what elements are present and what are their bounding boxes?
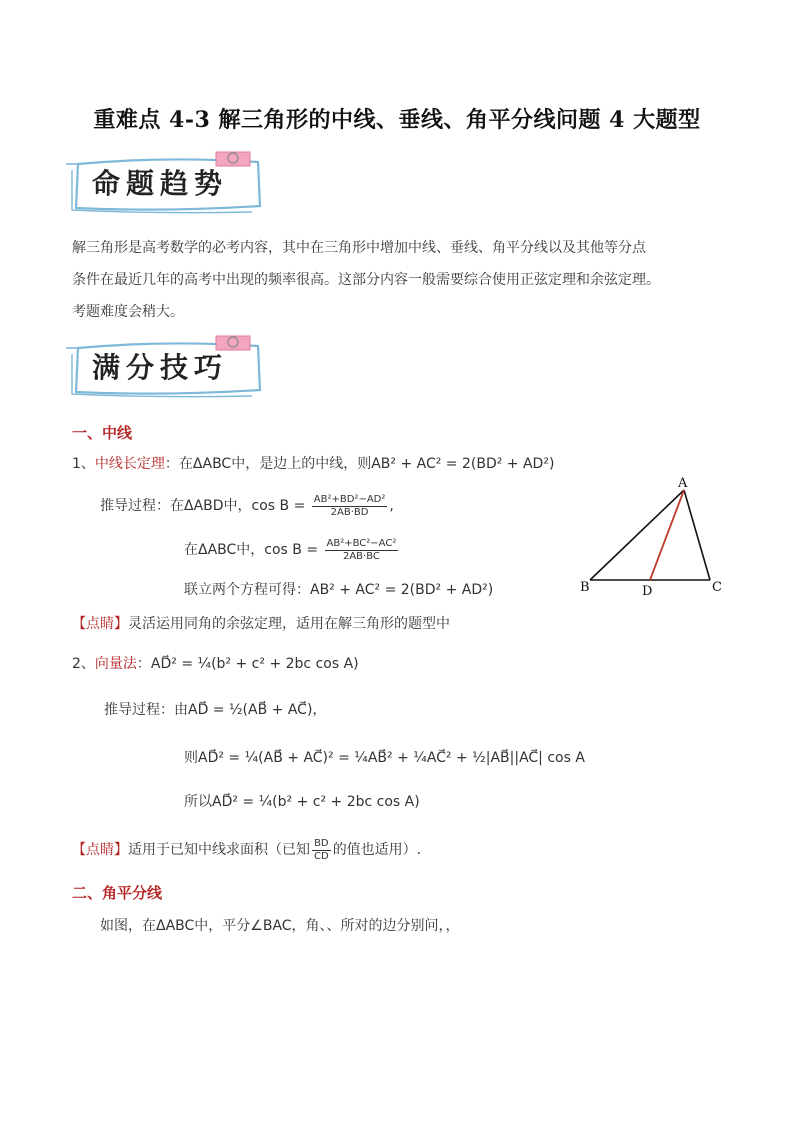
fraction-numerator: AB²+BD²−AD² [313, 493, 386, 505]
median-theorem-term: 中线长定理 [94, 456, 165, 472]
page-title: 重难点 4-3 解三角形的中线、垂线、角平分线问题 4 大题型 [93, 107, 701, 133]
intro-line-2: 条件在最近几年的高考中出现的频率很高。这部分内容一般需要综合使用正弦定理和余弦定理。 [72, 272, 660, 288]
median-theorem-line [72, 448, 554, 480]
tip-text-a: 适用于已知中线求面积（已知 [128, 842, 310, 858]
vector-derivation-1: 推导过程：由AD⃗ = ½(AB⃗ + AC⃗)， [104, 702, 327, 718]
section-heading-median: 一、中线 [72, 424, 133, 442]
fraction-denominator: 2AB·BC [342, 550, 380, 562]
angle-bisector-line: 如图，在ΔABC中，平分∠BAC，角、、所对的边分别问，， [100, 918, 460, 934]
fraction-denominator: CD [314, 850, 329, 862]
vector-method-text: ：AD⃗² = ¼(b² + c² + 2bc cos A) [136, 656, 359, 672]
side-ab [590, 490, 684, 580]
badge-label: 命题趋势 [92, 167, 229, 200]
tip-text-b: 的值也适用）. [332, 842, 422, 858]
cosine-fraction-1 [312, 494, 388, 519]
vector-derivation-3: 所以AD⃗² = ¼(b² + c² + 2bc cos A) [184, 794, 420, 810]
vertex-label-b: B [580, 580, 590, 595]
item-number: 2、 [72, 656, 95, 672]
intro-line-3: 考题难度会稍大。 [72, 304, 184, 320]
tip-tag: 【点睛】 [72, 842, 128, 858]
badge-label: 满分技巧 [92, 351, 229, 384]
tip-tag: 【点睛】 [72, 616, 128, 632]
fraction-denominator: 2AB·BD [330, 506, 369, 518]
vertex-label-a: A [678, 476, 688, 491]
section-badge-skills [66, 334, 266, 400]
intro-line-1: 解三角形是高考数学的必考内容，其中在三角形中增加中线、垂线、角平分线以及其他等分点 [72, 240, 646, 256]
item-number: 1、 [72, 456, 95, 472]
derivation-label: 推导过程：在ΔABD中，cos B = [100, 498, 310, 514]
tip-line-1 [72, 608, 450, 640]
section-heading-angle-bisector: 二、角平分线 [72, 884, 163, 902]
derivation-line-1: 推导过程：在ΔABD中，cos B = $\frac{\text{AB²+BD²−AD²}}{2AB\cdot BD}$ , [100, 493, 394, 518]
median-theorem-text: ：在ΔABC中，是边上的中线，则AB² + AC² = 2(BD² + AD²) [164, 456, 555, 472]
vector-derivation-2: 则AD⃗² = ¼(AB⃗ + AC⃗)² = ¼AB⃗² + ¼AC⃗² + ½|AB⃗||AC⃗| cos A [184, 750, 585, 766]
section-badge-trend [66, 150, 266, 216]
tip-text: 灵活运用同角的余弦定理，适用在解三角形的题型中 [128, 616, 450, 632]
vertex-label-d: D [642, 584, 653, 599]
median-ad [650, 490, 684, 580]
vertex-label-c: C [712, 580, 722, 595]
fraction-numerator: BD [314, 837, 329, 849]
derivation-label-2: 在ΔABC中，cos B = [184, 542, 323, 558]
derivation-line-3: 联立两个方程可得：AB² + AC² = 2(BD² + AD²) [184, 582, 494, 598]
tip-line-2 [72, 834, 421, 866]
vector-method-line [72, 648, 359, 680]
fraction-numerator: AB²+BC²−AC² [326, 537, 397, 549]
cosine-fraction-2 [325, 538, 399, 563]
vector-method-term: 向量法 [94, 656, 137, 672]
side-ac [684, 490, 710, 580]
derivation-line-2 [184, 534, 400, 566]
ratio-fraction [312, 838, 331, 863]
